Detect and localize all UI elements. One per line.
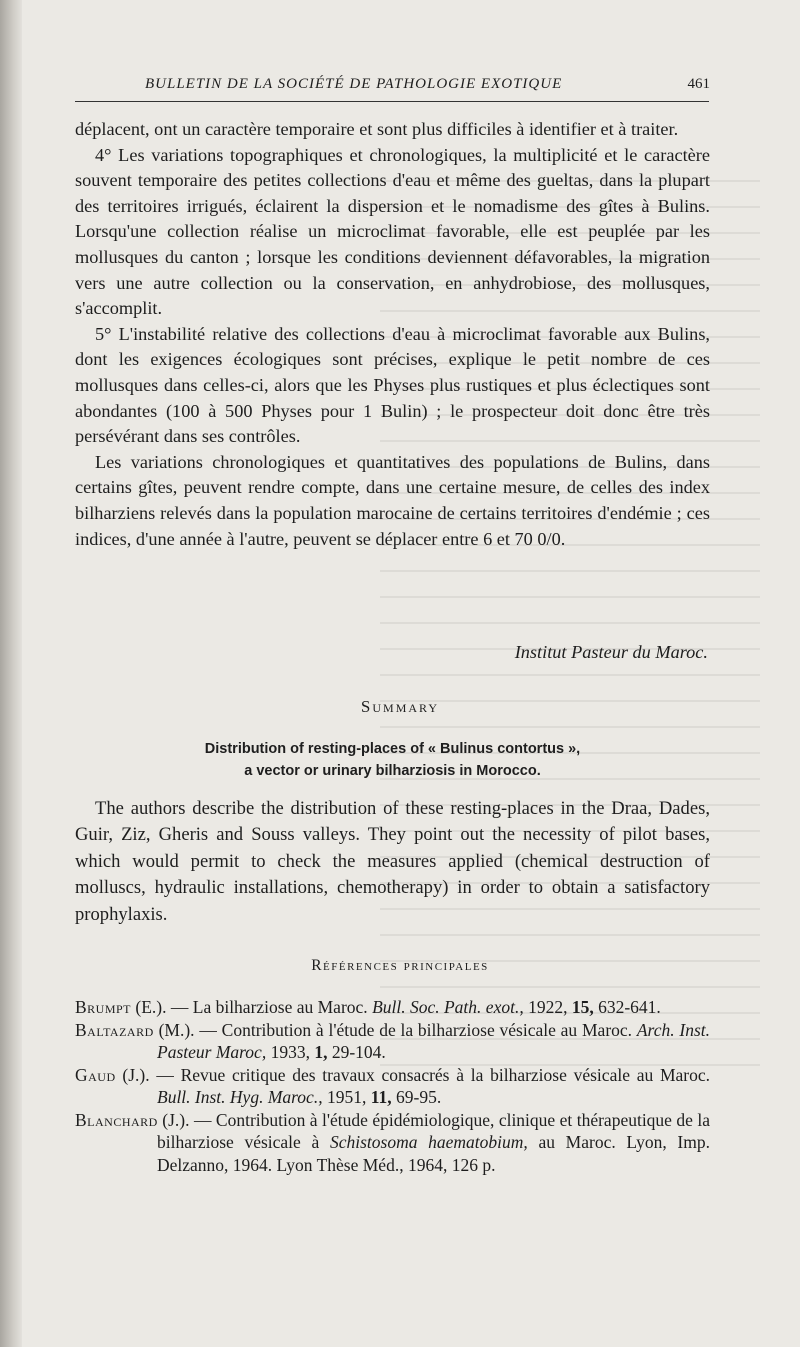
reference-author: Gaud [75, 1064, 116, 1085]
paragraph-4: Les variations chronologiques et quantitatives des populations de Bulins, dans certains gîtes, peuvent rendre compte, dans une certaine mesure, de celles des index bilharziens relevés dans la population marocaine de certains territoires d'endémie ; ces indices, d'une année à l'autre, peuvent se déplacer entre 6 et 70 0/0. [75, 451, 710, 549]
signature: Institut Pasteur du Maroc. [514, 642, 708, 662]
body-text [75, 117, 710, 552]
reference-item: Baltazard (M.). — Contribution à l'étude de la bilharziose vésicale au Maroc. Arch. Inst. Pasteur Maroc, 1933, 1, 29-104. [75, 1019, 711, 1062]
reference-author: Baltazard [75, 1019, 154, 1040]
reference-author: Blanchard [75, 1109, 158, 1130]
summary-subtitle-line-2: a vector or urinary bilharziosis in Morocco. [244, 763, 541, 779]
paragraph-1: déplacent, ont un caractère temporaire et sont plus difficiles à identifier et à traiter. [75, 119, 679, 139]
running-header [145, 76, 710, 93]
reference-author: Brumpt [75, 997, 132, 1017]
references-list [75, 996, 710, 1176]
paragraph-3: 5° L'instabilité relative des collections d'eau à microclimat favorable aux Bulins, dont les exigences écologiques sont précises, explique le petit nombre de ces mollusques dans celles-ci, alors que les Physes plus rustiques et plus éclectiques sont abondantes (100 à 500 Physes pour 1 Bulin) ; le prospecteur doit donc être très persévérant dans ses contrôles. [75, 323, 710, 447]
summary-title: Summary [360, 697, 440, 716]
book-spine-shadow [0, 0, 22, 1347]
header-rule [75, 101, 709, 102]
summary-subtitle-line-1: Distribution of resting-places of « Bulinus contortus », [204, 741, 581, 757]
reference-item: Gaud (J.). — Revue critique des travaux consacrés à la bilharziose vésicale au Maroc. Bull. Inst. Hyg. Maroc., 1951, 11, 69-95. [75, 1064, 710, 1107]
paragraph-2: 4° Les variations topographiques et chronologiques, la multiplicité et le caractère souvent temporaire des petites collections d'eau et même des gueltas, dans la plupart des territoires irrigués, éclairent la dispersion et le nomadisme des gîtes à Bulins. Lorsqu'une collection réalise un microclimat favorable, elle est peuplée par les mollusques du canton ; lorsque les conditions deviennent défavorables, la migration vers une autre collection ou la conservation, en anhydrobiose, des mollusques, s'accomplit. [75, 144, 710, 319]
reference-item: Brumpt (E.). — La bilharziose au Maroc. Bull. Soc. Path. exot., 1922, 15, 632-641. [75, 997, 661, 1017]
summary-text-block [75, 796, 710, 928]
running-title: BULLETIN DE LA SOCIÉTÉ DE PATHOLOGIE EXOTIQUE [145, 76, 563, 92]
page-number: 461 [687, 76, 710, 92]
summary-subtitle [75, 738, 710, 782]
reference-item: Blanchard (J.). — Contribution à l'étude épidémiologique, clinique et thérapeutique de la bilharziose vésicale à Schistosoma haematobium, au Maroc. Lyon, Imp. Delzanno, 1964. Lyon Thèse Méd., 1964, 126 p. [75, 1109, 710, 1175]
summary-text: The authors describe the distribution of these resting-places in the Draa, Dades, Guir, Ziz, Gheris and Souss valleys. They point out the necessity of pilot bases, which would permit to check the measures applied (chemical destruction of molluscs, hydraulic installations, chemotherapy) in order to obtain a satisfactory prophylaxis. [75, 798, 710, 925]
references-title: Références principales [311, 957, 489, 974]
